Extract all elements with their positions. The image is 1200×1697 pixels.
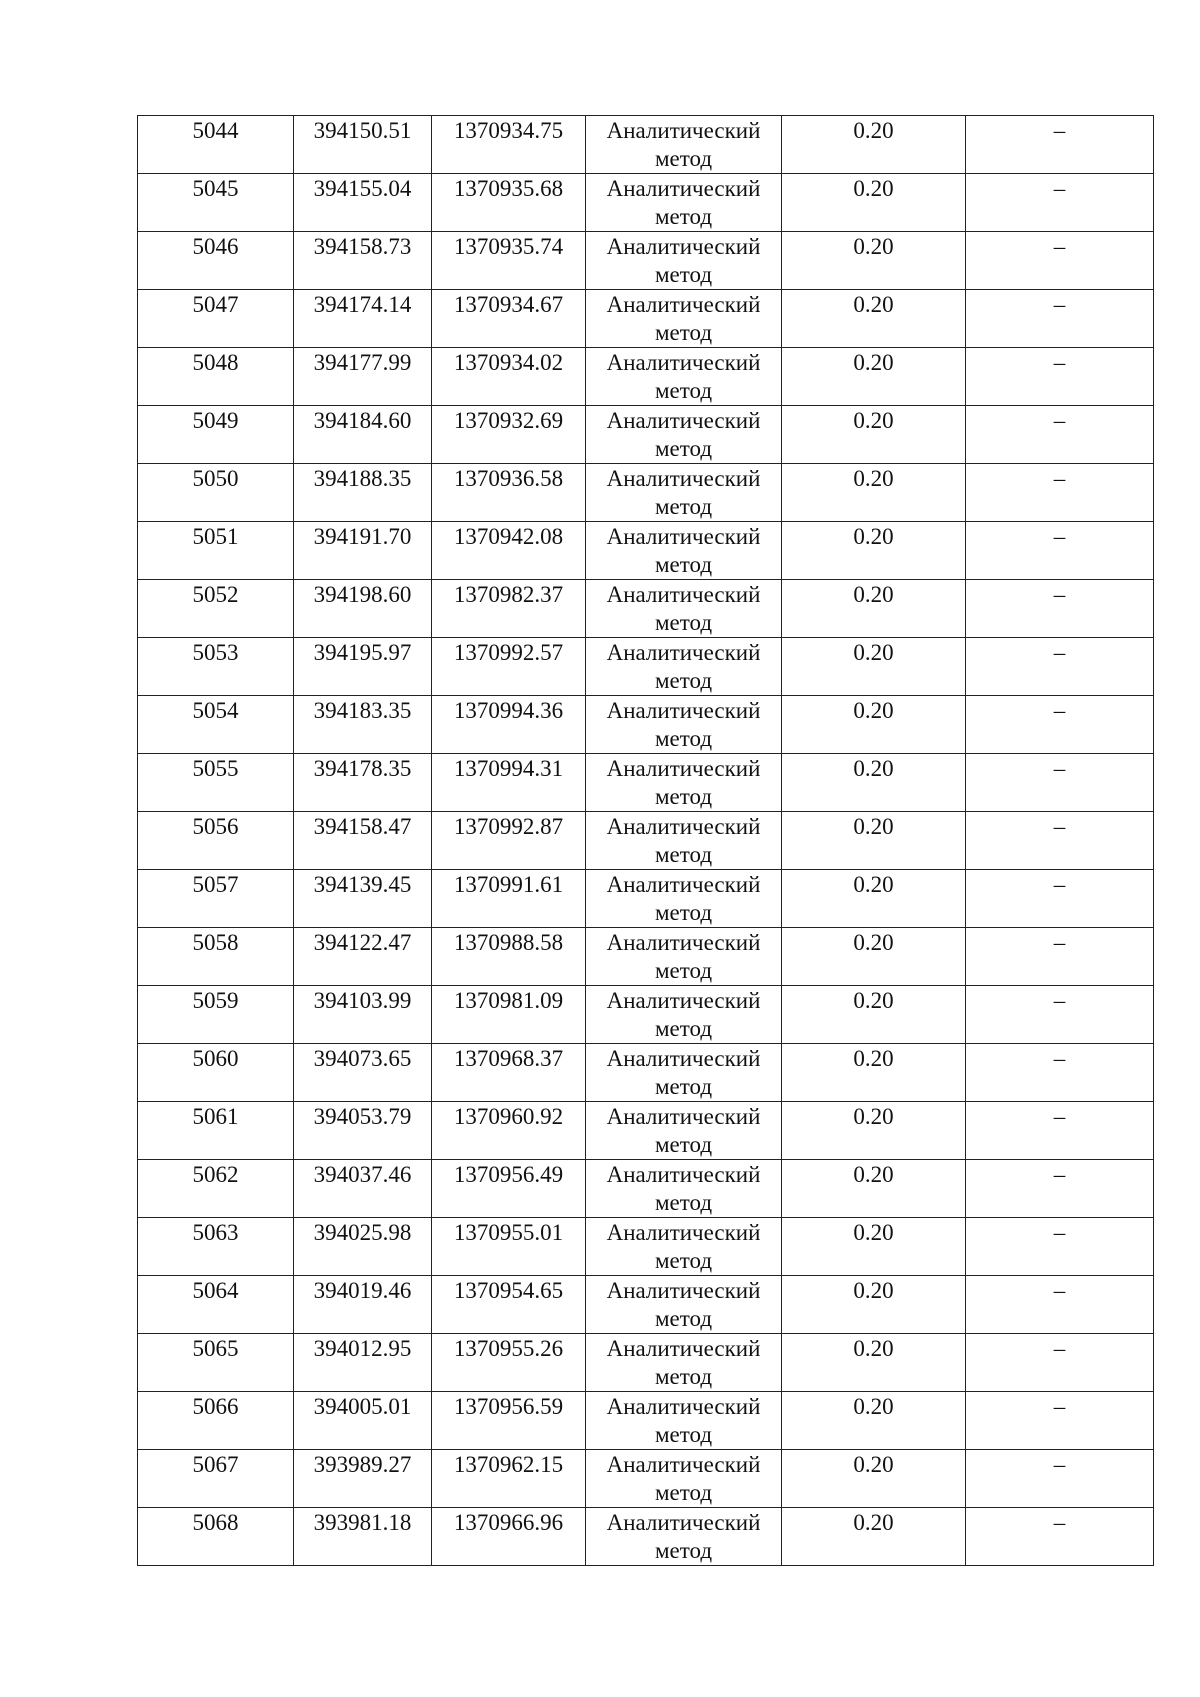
x-coordinate-cell: 394103.99 — [294, 986, 432, 1044]
point-number-cell: 5057 — [138, 870, 294, 928]
table-row — [138, 522, 1154, 580]
point-number-cell: 5060 — [138, 1044, 294, 1102]
y-coordinate-cell: 1370955.01 — [432, 1218, 586, 1276]
method-cell: Аналитический метод — [586, 522, 782, 580]
accuracy-cell: 0.20 — [782, 116, 966, 174]
y-coordinate-cell: 1370954.65 — [432, 1276, 586, 1334]
note-cell: – — [966, 638, 1154, 696]
table-row — [138, 1508, 1154, 1566]
method-cell: Аналитический метод — [586, 290, 782, 348]
x-coordinate-cell: 394139.45 — [294, 870, 432, 928]
x-coordinate-cell: 394158.47 — [294, 812, 432, 870]
x-coordinate-cell: 394053.79 — [294, 1102, 432, 1160]
y-coordinate-cell: 1370956.49 — [432, 1160, 586, 1218]
accuracy-cell: 0.20 — [782, 812, 966, 870]
note-cell: – — [966, 1392, 1154, 1450]
note-cell: – — [966, 1102, 1154, 1160]
method-cell: Аналитический метод — [586, 986, 782, 1044]
x-coordinate-cell: 394158.73 — [294, 232, 432, 290]
table-row — [138, 1276, 1154, 1334]
accuracy-cell: 0.20 — [782, 232, 966, 290]
y-coordinate-cell: 1370992.87 — [432, 812, 586, 870]
y-coordinate-cell: 1370991.61 — [432, 870, 586, 928]
note-cell: – — [966, 232, 1154, 290]
point-number-cell: 5068 — [138, 1508, 294, 1566]
accuracy-cell: 0.20 — [782, 1276, 966, 1334]
method-cell: Аналитический метод — [586, 348, 782, 406]
table-row — [138, 638, 1154, 696]
accuracy-cell: 0.20 — [782, 174, 966, 232]
point-number-cell: 5046 — [138, 232, 294, 290]
point-number-cell: 5054 — [138, 696, 294, 754]
point-number-cell: 5067 — [138, 1450, 294, 1508]
accuracy-cell: 0.20 — [782, 870, 966, 928]
note-cell: – — [966, 522, 1154, 580]
accuracy-cell: 0.20 — [782, 464, 966, 522]
accuracy-cell: 0.20 — [782, 580, 966, 638]
accuracy-cell: 0.20 — [782, 638, 966, 696]
x-coordinate-cell: 394191.70 — [294, 522, 432, 580]
point-number-cell: 5065 — [138, 1334, 294, 1392]
note-cell: – — [966, 1450, 1154, 1508]
method-cell: Аналитический метод — [586, 1276, 782, 1334]
table-row — [138, 232, 1154, 290]
y-coordinate-cell: 1370960.92 — [432, 1102, 586, 1160]
y-coordinate-cell: 1370932.69 — [432, 406, 586, 464]
accuracy-cell: 0.20 — [782, 406, 966, 464]
note-cell: – — [966, 986, 1154, 1044]
y-coordinate-cell: 1370968.37 — [432, 1044, 586, 1102]
accuracy-cell: 0.20 — [782, 290, 966, 348]
method-cell: Аналитический метод — [586, 232, 782, 290]
point-number-cell: 5051 — [138, 522, 294, 580]
x-coordinate-cell: 394183.35 — [294, 696, 432, 754]
note-cell: – — [966, 1334, 1154, 1392]
method-cell: Аналитический метод — [586, 116, 782, 174]
accuracy-cell: 0.20 — [782, 986, 966, 1044]
table-row — [138, 928, 1154, 986]
note-cell: – — [966, 1044, 1154, 1102]
table-row — [138, 1334, 1154, 1392]
method-cell: Аналитический метод — [586, 1392, 782, 1450]
accuracy-cell: 0.20 — [782, 928, 966, 986]
point-number-cell: 5047 — [138, 290, 294, 348]
accuracy-cell: 0.20 — [782, 522, 966, 580]
x-coordinate-cell: 394177.99 — [294, 348, 432, 406]
y-coordinate-cell: 1370936.58 — [432, 464, 586, 522]
x-coordinate-cell: 394178.35 — [294, 754, 432, 812]
y-coordinate-cell: 1370994.31 — [432, 754, 586, 812]
method-cell: Аналитический метод — [586, 406, 782, 464]
table-row — [138, 1392, 1154, 1450]
table-row — [138, 754, 1154, 812]
accuracy-cell: 0.20 — [782, 754, 966, 812]
accuracy-cell: 0.20 — [782, 1218, 966, 1276]
table-row — [138, 348, 1154, 406]
note-cell: – — [966, 290, 1154, 348]
table-row — [138, 1450, 1154, 1508]
x-coordinate-cell: 394073.65 — [294, 1044, 432, 1102]
x-coordinate-cell: 394037.46 — [294, 1160, 432, 1218]
method-cell: Аналитический метод — [586, 1334, 782, 1392]
x-coordinate-cell: 394174.14 — [294, 290, 432, 348]
method-cell: Аналитический метод — [586, 1218, 782, 1276]
y-coordinate-cell: 1370935.74 — [432, 232, 586, 290]
y-coordinate-cell: 1370966.96 — [432, 1508, 586, 1566]
y-coordinate-cell: 1370982.37 — [432, 580, 586, 638]
note-cell: – — [966, 870, 1154, 928]
table-row — [138, 696, 1154, 754]
x-coordinate-cell: 393989.27 — [294, 1450, 432, 1508]
x-coordinate-cell: 393981.18 — [294, 1508, 432, 1566]
note-cell: – — [966, 812, 1154, 870]
method-cell: Аналитический метод — [586, 754, 782, 812]
note-cell: – — [966, 1160, 1154, 1218]
accuracy-cell: 0.20 — [782, 1160, 966, 1218]
point-number-cell: 5058 — [138, 928, 294, 986]
method-cell: Аналитический метод — [586, 870, 782, 928]
point-number-cell: 5049 — [138, 406, 294, 464]
accuracy-cell: 0.20 — [782, 1334, 966, 1392]
accuracy-cell: 0.20 — [782, 1392, 966, 1450]
point-number-cell: 5055 — [138, 754, 294, 812]
y-coordinate-cell: 1370934.67 — [432, 290, 586, 348]
table-row — [138, 870, 1154, 928]
x-coordinate-cell: 394012.95 — [294, 1334, 432, 1392]
table-row — [138, 1102, 1154, 1160]
point-number-cell: 5062 — [138, 1160, 294, 1218]
accuracy-cell: 0.20 — [782, 1508, 966, 1566]
coordinates-table-body — [138, 116, 1154, 1566]
point-number-cell: 5052 — [138, 580, 294, 638]
table-row — [138, 1160, 1154, 1218]
x-coordinate-cell: 394198.60 — [294, 580, 432, 638]
point-number-cell: 5066 — [138, 1392, 294, 1450]
note-cell: – — [966, 754, 1154, 812]
table-row — [138, 406, 1154, 464]
method-cell: Аналитический метод — [586, 1044, 782, 1102]
x-coordinate-cell: 394195.97 — [294, 638, 432, 696]
point-number-cell: 5063 — [138, 1218, 294, 1276]
x-coordinate-cell: 394155.04 — [294, 174, 432, 232]
note-cell: – — [966, 1276, 1154, 1334]
y-coordinate-cell: 1370934.75 — [432, 116, 586, 174]
y-coordinate-cell: 1370992.57 — [432, 638, 586, 696]
note-cell: – — [966, 348, 1154, 406]
x-coordinate-cell: 394150.51 — [294, 116, 432, 174]
y-coordinate-cell: 1370942.08 — [432, 522, 586, 580]
accuracy-cell: 0.20 — [782, 1102, 966, 1160]
method-cell: Аналитический метод — [586, 812, 782, 870]
method-cell: Аналитический метод — [586, 1102, 782, 1160]
x-coordinate-cell: 394122.47 — [294, 928, 432, 986]
accuracy-cell: 0.20 — [782, 696, 966, 754]
point-number-cell: 5059 — [138, 986, 294, 1044]
point-number-cell: 5050 — [138, 464, 294, 522]
table-row — [138, 290, 1154, 348]
accuracy-cell: 0.20 — [782, 1450, 966, 1508]
x-coordinate-cell: 394025.98 — [294, 1218, 432, 1276]
table-row — [138, 580, 1154, 638]
y-coordinate-cell: 1370962.15 — [432, 1450, 586, 1508]
method-cell: Аналитический метод — [586, 1160, 782, 1218]
accuracy-cell: 0.20 — [782, 348, 966, 406]
method-cell: Аналитический метод — [586, 638, 782, 696]
point-number-cell: 5061 — [138, 1102, 294, 1160]
x-coordinate-cell: 394188.35 — [294, 464, 432, 522]
y-coordinate-cell: 1370988.58 — [432, 928, 586, 986]
note-cell: – — [966, 116, 1154, 174]
x-coordinate-cell: 394184.60 — [294, 406, 432, 464]
point-number-cell: 5064 — [138, 1276, 294, 1334]
method-cell: Аналитический метод — [586, 696, 782, 754]
y-coordinate-cell: 1370981.09 — [432, 986, 586, 1044]
note-cell: – — [966, 1218, 1154, 1276]
y-coordinate-cell: 1370934.02 — [432, 348, 586, 406]
table-row — [138, 116, 1154, 174]
note-cell: – — [966, 1508, 1154, 1566]
note-cell: – — [966, 174, 1154, 232]
method-cell: Аналитический метод — [586, 174, 782, 232]
note-cell: – — [966, 580, 1154, 638]
note-cell: – — [966, 696, 1154, 754]
y-coordinate-cell: 1370956.59 — [432, 1392, 586, 1450]
note-cell: – — [966, 406, 1154, 464]
accuracy-cell: 0.20 — [782, 1044, 966, 1102]
table-row — [138, 1044, 1154, 1102]
method-cell: Аналитический метод — [586, 1508, 782, 1566]
method-cell: Аналитический метод — [586, 928, 782, 986]
table-row — [138, 174, 1154, 232]
y-coordinate-cell: 1370994.36 — [432, 696, 586, 754]
y-coordinate-cell: 1370935.68 — [432, 174, 586, 232]
note-cell: – — [966, 464, 1154, 522]
table-row — [138, 1218, 1154, 1276]
point-number-cell: 5045 — [138, 174, 294, 232]
point-number-cell: 5048 — [138, 348, 294, 406]
note-cell: – — [966, 928, 1154, 986]
table-row — [138, 812, 1154, 870]
x-coordinate-cell: 394019.46 — [294, 1276, 432, 1334]
x-coordinate-cell: 394005.01 — [294, 1392, 432, 1450]
point-number-cell: 5044 — [138, 116, 294, 174]
point-number-cell: 5053 — [138, 638, 294, 696]
point-number-cell: 5056 — [138, 812, 294, 870]
table-row — [138, 464, 1154, 522]
coordinates-table — [137, 115, 1154, 1566]
method-cell: Аналитический метод — [586, 464, 782, 522]
y-coordinate-cell: 1370955.26 — [432, 1334, 586, 1392]
table-row — [138, 986, 1154, 1044]
method-cell: Аналитический метод — [586, 1450, 782, 1508]
method-cell: Аналитический метод — [586, 580, 782, 638]
